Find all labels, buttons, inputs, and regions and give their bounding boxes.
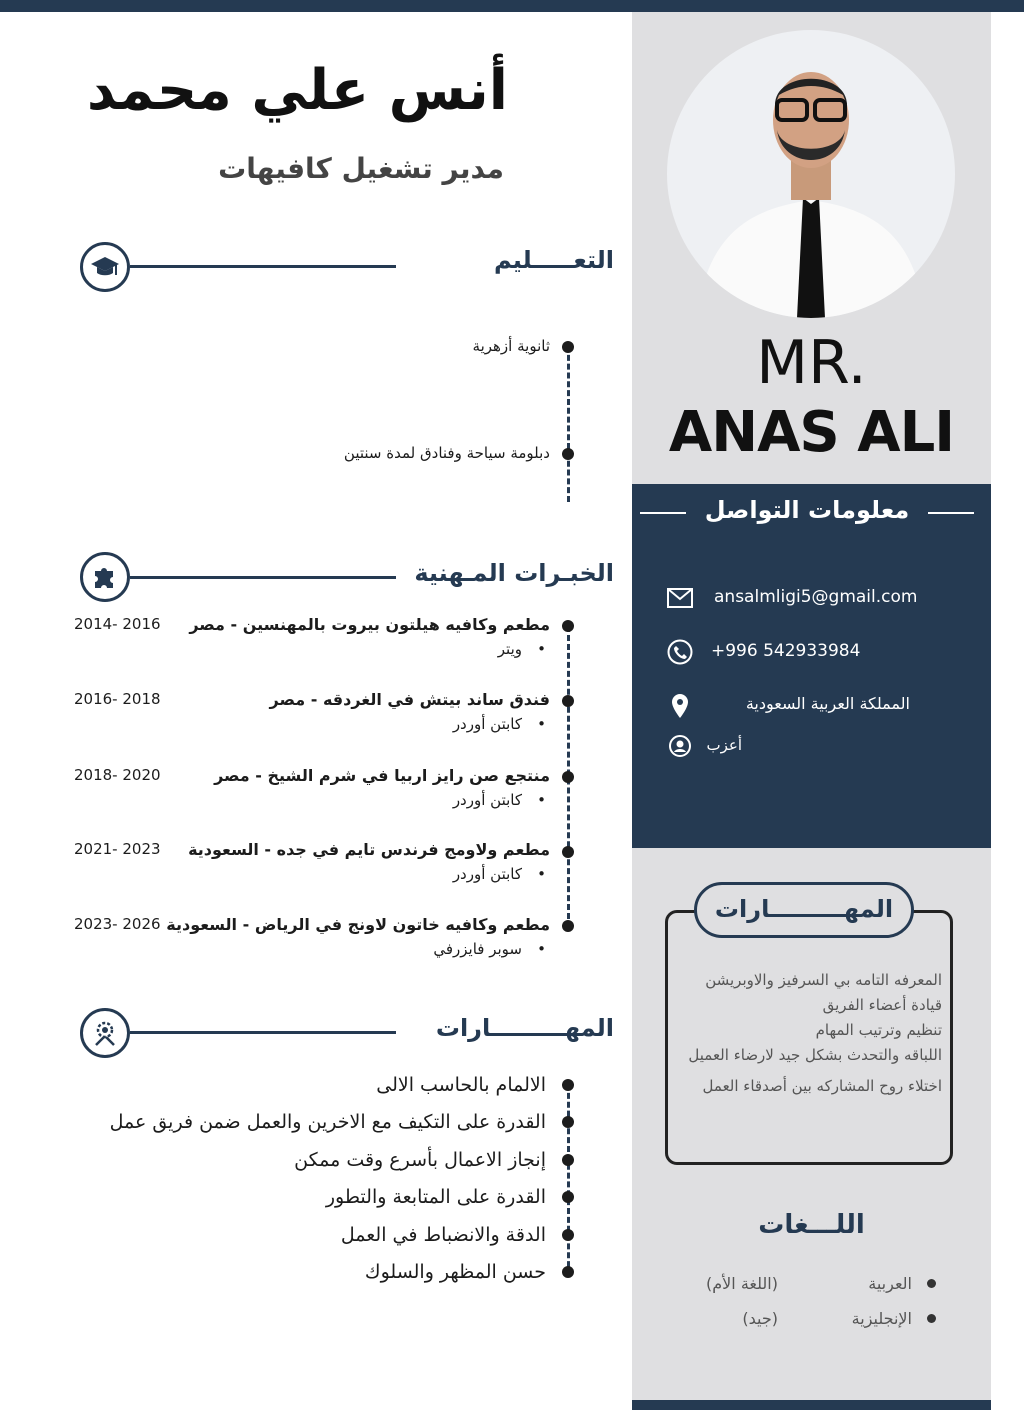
graduation-cap-icon bbox=[80, 242, 130, 292]
timeline-dot bbox=[562, 695, 574, 707]
job-date: 2018- 2020 bbox=[74, 766, 161, 784]
job-place: منتجع صن رايز اربيا في شرم الشيخ - مصر bbox=[214, 766, 550, 785]
skill-item: القدرة على المتابعة والتطور bbox=[325, 1186, 546, 1208]
timeline-dot bbox=[562, 620, 574, 632]
job-role: كابتن أوردر • bbox=[453, 715, 522, 733]
language-name: العربية bbox=[868, 1274, 912, 1293]
name-english: ANAS ALI bbox=[668, 400, 955, 465]
timeline-dot bbox=[562, 920, 574, 932]
side-skills-list bbox=[676, 968, 942, 1099]
skill-item: القدرة على التكيف مع الاخرين والعمل ضمن فريق عمل bbox=[109, 1111, 546, 1133]
contact-section bbox=[632, 484, 991, 848]
timeline-dot bbox=[562, 341, 574, 353]
divider bbox=[640, 512, 686, 514]
side-skill-item: المعرفه التامه بي السرفيز والاوبريشن bbox=[705, 971, 942, 989]
side-skill-item: اللباقه والتحدث بشكل جيد لارضاء العميل bbox=[688, 1046, 942, 1064]
job-date: 2021- 2023 bbox=[74, 840, 161, 858]
location-pin-icon bbox=[666, 692, 694, 720]
timeline-dot bbox=[562, 846, 574, 858]
profile-photo bbox=[667, 30, 955, 318]
phone-icon bbox=[666, 638, 694, 666]
divider bbox=[130, 576, 396, 579]
job-date: 2016- 2018 bbox=[74, 690, 161, 708]
job-role: سوبر فايزرفي • bbox=[433, 940, 522, 958]
languages-title: اللـــغات bbox=[758, 1210, 865, 1240]
skill-item: حسن المظهر والسلوك bbox=[364, 1261, 546, 1283]
education-item: ثانوية أزهرية bbox=[472, 337, 550, 355]
user-icon bbox=[666, 732, 694, 760]
mail-icon bbox=[666, 584, 694, 612]
timeline-dot bbox=[562, 1191, 574, 1203]
location: المملكة العربية السعودية bbox=[745, 694, 910, 713]
education-title: التعـــــليم bbox=[493, 246, 614, 274]
job-role: ويتر • bbox=[498, 640, 522, 658]
timeline-dot bbox=[562, 1266, 574, 1278]
side-skill-item: قيادة أعضاء الفريق bbox=[822, 996, 942, 1014]
job-date: 2014- 2016 bbox=[74, 615, 161, 633]
language-level: (اللغة الأم) bbox=[706, 1274, 778, 1293]
job-role: كابتن أوردر • bbox=[453, 865, 522, 883]
name-arabic: أنس علي محمد bbox=[86, 58, 508, 123]
gear-tools-icon bbox=[80, 1008, 130, 1058]
education-item: دبلومة سياحة وفنادق لمدة سنتين bbox=[343, 444, 550, 462]
language-level: (جيد) bbox=[742, 1309, 778, 1328]
puzzle-icon bbox=[80, 552, 130, 602]
timeline-dot bbox=[562, 1154, 574, 1166]
bottom-bar bbox=[632, 1400, 991, 1410]
timeline bbox=[567, 346, 570, 502]
experience-title: الخبـرات المـهنية bbox=[414, 559, 614, 587]
skill-item: الدقة والانضباط في العمل bbox=[340, 1224, 546, 1246]
language-name: الإنجليزية bbox=[851, 1309, 912, 1328]
bullet bbox=[927, 1314, 936, 1323]
job-title: مدير تشغيل كافيهات bbox=[218, 152, 504, 185]
timeline-dot bbox=[562, 1116, 574, 1128]
timeline-dot bbox=[562, 771, 574, 783]
job-place: مطعم وكافيه هيلتون بيروت بالمهنسين - مصر bbox=[189, 615, 550, 634]
job-place: مطعم ولاومج فرندس تايم في جده - السعودية bbox=[188, 840, 550, 859]
timeline bbox=[567, 1084, 570, 1276]
side-skills-title: المهـــــــــارات bbox=[694, 882, 914, 938]
divider bbox=[130, 1031, 396, 1034]
skill-item: الالمام بالحاسب الالى bbox=[376, 1074, 546, 1096]
side-skill-item: تنظيم وترتيب المهام bbox=[815, 1021, 942, 1039]
job-date: 2023- 2026 bbox=[74, 915, 161, 933]
job-place: مطعم وكافيه خاتون لاونج في الرياض - السعودية bbox=[166, 915, 550, 934]
divider bbox=[130, 265, 396, 268]
bullet bbox=[927, 1279, 936, 1288]
contact-title: معلومات التواصل bbox=[704, 496, 910, 524]
side-skill-item: اختلاء روح المشاركه بين أصدقاء العمل bbox=[702, 1077, 942, 1095]
timeline-dot bbox=[562, 448, 574, 460]
divider bbox=[928, 512, 974, 514]
skills-title: المهـــــــــارات bbox=[435, 1014, 614, 1042]
phone-number[interactable]: +996 542933984 bbox=[711, 641, 861, 661]
name-prefix: MR. bbox=[756, 328, 867, 398]
top-bar bbox=[0, 0, 1024, 12]
job-place: فندق ساند بيتش في الغردقه - مصر bbox=[269, 690, 550, 709]
timeline-dot bbox=[562, 1229, 574, 1241]
email-link[interactable]: ansalmligi5@gmail.com bbox=[714, 587, 918, 607]
job-role: كابتن أوردر • bbox=[453, 791, 522, 809]
marital-status: أعزب bbox=[706, 736, 742, 754]
timeline-dot bbox=[562, 1079, 574, 1091]
skill-item: إنجاز الاعمال بأسرع وقت ممكن bbox=[294, 1149, 546, 1171]
